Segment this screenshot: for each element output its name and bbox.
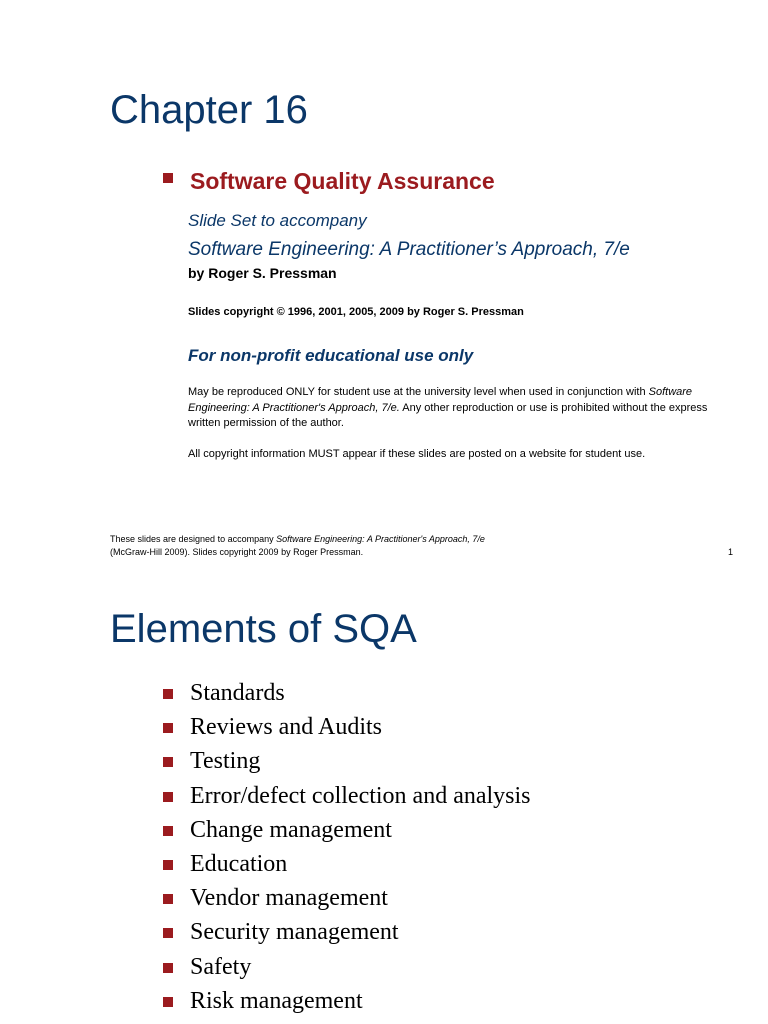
square-bullet-icon [163, 894, 173, 904]
footer-book-title: Software Engineering: A Practitioner's Approach, 7/e [276, 534, 485, 544]
list-item-label: Vendor management [190, 885, 388, 912]
list-item-label: Risk management [190, 987, 363, 1014]
list-item-label: Standards [190, 680, 285, 706]
footer-text-line2: (McGraw-Hill 2009). Slides copyright 2009 by Roger Pressman. [110, 547, 364, 557]
slide-set-label: Slide Set to accompany [188, 211, 367, 230]
list-item-label: Error/defect collection and analysis [190, 782, 531, 809]
square-bullet-icon [163, 689, 173, 699]
square-bullet-icon [163, 757, 173, 767]
book-title: Software Engineering: A Practitioner’s Approach, 7/e [188, 239, 630, 260]
square-bullet-icon [163, 997, 173, 1007]
reproduction-paragraph [188, 385, 708, 432]
list-item-label: Change management [190, 816, 392, 843]
website-paragraph: All copyright information MUST appear if these slides are posted on a website for student use. [188, 448, 646, 460]
slide-title: Chapter 16 [110, 88, 308, 132]
slide-footer [110, 533, 710, 559]
list-item-label: Reviews and Audits [190, 714, 382, 741]
nonprofit-notice: For non-profit educational use only [188, 346, 474, 365]
footer-text-start: These slides are designed to accompany [110, 534, 277, 544]
page-number: 1 [727, 547, 733, 557]
list-item-label: Education [190, 850, 288, 877]
slide-title: Elements of SQA [110, 607, 417, 651]
square-bullet-icon [163, 928, 173, 938]
list-item-label: Security management [190, 919, 399, 946]
reproduction-text-start: May be reproduced ONLY for student use at the university level when used in conjunction with [188, 386, 649, 398]
copyright-line: Slides copyright © 1996, 2001, 2005, 2009 by Roger S. Pressman [188, 306, 524, 318]
list-item-label: Safety [190, 953, 252, 980]
slide-subtitle: Software Quality Assurance [190, 168, 495, 194]
square-bullet-icon [163, 723, 173, 733]
list-item-label: Testing [190, 748, 261, 775]
square-bullet-icon [163, 826, 173, 836]
square-bullet-icon [163, 860, 173, 870]
slide-2 [0, 576, 768, 1024]
author-line: by Roger S. Pressman [188, 265, 337, 281]
reproduction-text-end: Any other reproduction or use is prohibited without the express written permission of the author. [188, 401, 708, 429]
reproduction-book-title: Software Engineering: A Practitioner's Approach, 7/e. [188, 386, 693, 414]
square-bullet-icon [163, 963, 173, 973]
square-bullet-icon [163, 173, 173, 183]
square-bullet-icon [163, 792, 173, 802]
